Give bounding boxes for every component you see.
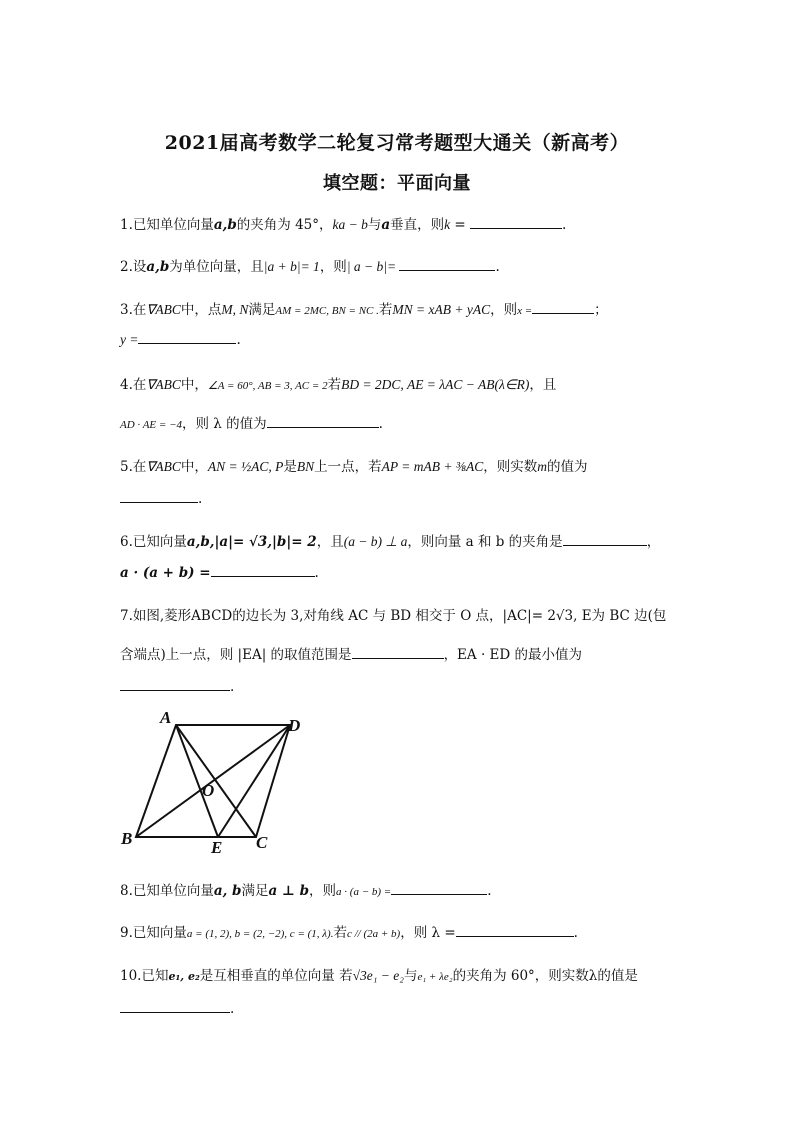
label-e: E [211,838,223,857]
question-7: 7.如图,菱形ABCD的边长为 3,对角线 AC 与 BD 相交于 O 点，|AC|= 2√3, E为 BC 边(包 [120,608,667,624]
question-9: 9.已知向量a = (1, 2), b = (2, −2), c = (1, λ).若c // (2a + b)，则 λ = . [120,925,578,941]
answer-blank-x[interactable] [532,301,594,314]
label-o: O [202,781,215,800]
answer-blank[interactable] [470,216,562,229]
question-6: 6.已知向量a,b,|a|= √3,|b|= 2，且(a − b) ⊥ a，则向量 a 和 b 的夹角是 ， [120,534,661,550]
answer-blank-y[interactable] [138,331,236,344]
label-c: C [256,833,268,852]
question-5-line-2: . [120,490,202,507]
question-1: 1.已知单位向量a,b的夹角为 45°，ka − b与a垂直，则k = . [120,217,567,233]
answer-blank[interactable] [120,1000,230,1013]
question-3: 3.在∇ABC中，点M, N满足AM = 2MC, BN = NC .若MN = xAB + yAC，则x = ； [120,302,608,318]
question-5: 5.在∇ABC中，AN = ½AC, P是BN上一点，若AP = mAB + ⅜AC，则实数m的值为 [120,459,588,475]
question-4-line-2: AD · AE = −4，则 λ 的值为 . [120,416,383,432]
answer-blank-product[interactable] [211,564,315,577]
question-7-line-2: 含端点)上一点，则 |EA| 的取值范围是 ，EA · ED 的最小值为 [120,647,583,663]
label-d: D [288,716,301,735]
answer-blank-angle[interactable] [563,533,647,546]
question-2: 2.设a,b为单位向量，且|a + b|= 1，则| a − b|= . [120,259,500,275]
question-10-line-2: . [120,1000,234,1017]
question-8: 8.已知单位向量a, b满足a ⊥ b，则a · (a − b) = . [120,883,492,899]
answer-blank[interactable] [391,882,487,895]
question-10: 10.已知e₁, e₂是互相垂直的单位向量 若√3e₁ − e₂与e₁ + λe₂的夹角为 60°，则实数λ的值是 [120,968,638,984]
document-subtitle: 填空题：平面向量 [323,173,471,194]
answer-blank[interactable] [399,258,495,271]
segment-de [218,725,290,837]
answer-blank-min[interactable] [120,678,230,691]
question-7-line-3: . [120,678,234,695]
label-a: A [160,708,172,727]
label-b: B [121,829,133,848]
answer-blank[interactable] [456,924,574,937]
answer-blank[interactable] [120,490,198,503]
answer-blank-range[interactable] [352,646,444,659]
question-4: 4.在∇ABC中，∠A = 60°, AB = 3, AC = 2若BD = 2DC, AE = λAC − AB(λ∈R)，且 [120,377,557,393]
answer-blank[interactable] [267,415,379,428]
question-6-line-2: a · (a + b) = . [120,565,319,581]
document-title: 2021届高考数学二轮复习常考题型大通关（新高考） [164,132,630,154]
diagonal-ac [176,725,256,837]
question-3-line-2: y = . [120,332,241,348]
rhombus-figure [118,708,308,858]
